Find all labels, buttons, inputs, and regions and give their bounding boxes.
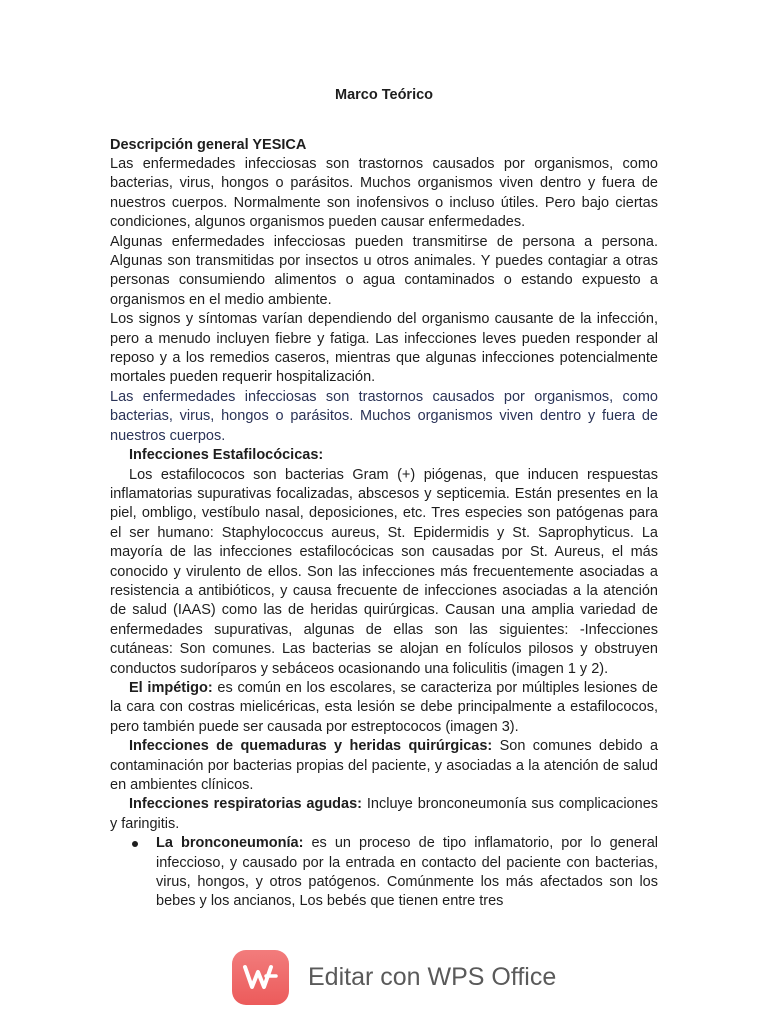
wps-edit-banner[interactable] [232,949,556,1005]
impetigo-paragraph: El impétigo: es común en los escolares, se caracteriza por múltiples lesiones de la cara con costras mielicéricas, esta lesión se debe principalmente a estafilococos, pero también puede ser causada por estreptococos (imagen 3). [110,679,658,735]
respiratory-paragraph: Infecciones respiratorias agudas: Incluye bronconeumonía sus complicaciones y faringitis. [110,796,659,832]
burns-label: Infecciones de quemaduras y heridas quirúrgicas: [129,738,493,755]
paragraph-3: Los signos y síntomas varían dependiendo del organismo causante de la infección, pero a menudo incluyen fiebre y fatiga. Las infecciones leves pueden responder al reposo y a los remedios caseros, mientras que algunas infecciones potencialmente mortales pueden requerir hospitalización. [110,311,658,386]
bullet-icon [132,841,138,847]
list-item: La bronconeumonía: es un proceso de tipo inflamatorio, por lo general infeccioso, y causado por la entrada en contacto del paciente con bacterias, virus, hongos, y otros patógenos. Comúnmente los más afectados son los bebes y los ancianos, Los bebés que tienen entre tres [110,834,658,912]
paragraph-2: Algunas enfermedades infecciosas pueden transmitirse de persona a persona. Algunas son transmitidas por insectos u otros animales. Y puedes contagiar a otras personas consumiendo alimentos o agua contaminados o estando expuesto a organismos en el medio ambiente. [110,233,658,308]
section-heading: Descripción general YESICA [110,137,307,153]
wps-edit-label[interactable]: Editar con WPS Office [308,962,557,991]
page-title: Marco Teórico [334,87,434,103]
bullet-list [110,834,658,912]
staph-paragraph: Los estafilococos son bacterias Gram (+) piógenas, que inducen respuestas inflamatorias supurativas focalizadas, abscesos y septicemia. Están presentes en la piel, ombligo, vestíbulo nasal, deposiciones, etc. Tres especies son patógenas para el ser humano: Staphylococcus aureus, St. Epidermidis y St. Saprophyticus. La mayoría de las infecciones estafilocócicas son causadas por St. Aureus, el más conocido y virulento de ellos. Son las infecciones más frecuentemente asociadas a resistencia a antibióticos, y causa frecuente de infecciones asociadas a la atención de salud (IAAS) como las de heridas quirúrgicas. Causan una amplia variedad de enfermedades supurativas, algunas de ellas son las siguientes: -Infecciones cutáneas: Son comunes. Las bacterias se alojan en folículos pilosos y obstruyen conductos sudoríparos y sebáceos ocasionando una foliculitis (imagen 1 y 2). [110,466,658,677]
paragraph-4: Las enfermedades infecciosas son trastornos causados por organismos, como bacterias, virus, hongos o parásitos. Muchos organismos viven dentro y fuera de nuestros cuerpos. [110,388,658,444]
burns-paragraph: Infecciones de quemaduras y heridas quirúrgicas: Son comunes debido a contaminación por bacterias propias del paciente, y asociadas a la atención de salud en ambientes clínicos. [110,738,659,793]
staph-heading: Infecciones Estafilocócicas: [129,447,324,464]
bronco-label: La bronconeumonía: [156,835,304,852]
respiratory-label: Infecciones respiratorias agudas: [129,796,362,813]
wps-logo-icon[interactable] [232,950,289,1005]
document-body [110,155,658,912]
impetigo-label: El impétigo: [129,679,213,696]
paragraph-1: Las enfermedades infecciosas son trastornos causados por organismos, como bacterias, virus, hongos o parásitos. Muchos organismos viven dentro y fuera de nuestros cuerpos. Normalmente son inofensivos o incluso útiles. Pero bajo ciertas condiciones, algunos organismos pueden causar enfermedades. [110,156,658,231]
